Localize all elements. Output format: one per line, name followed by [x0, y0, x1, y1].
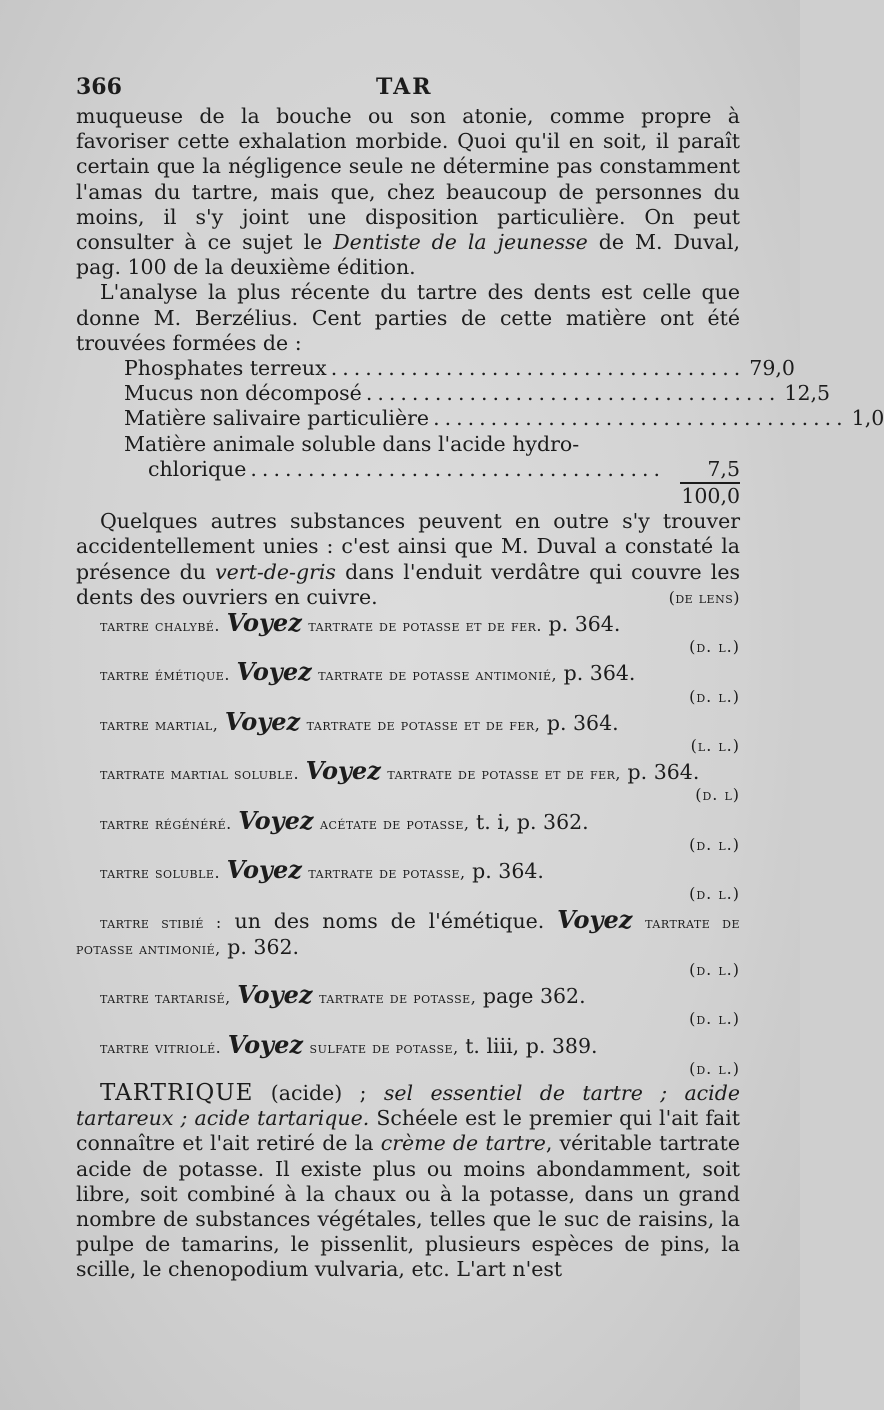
running-head: TAR [376, 74, 433, 100]
dictionary-entry: tartre stibié : un des noms de l'émétique. Voyez tartrate de potasse antimonié, p. 362. (d. l.) [76, 907, 740, 983]
book-title: Dentiste de la jeunesse [333, 230, 588, 255]
table-row: Matière animale soluble dans l'acide hydro- [124, 431, 580, 456]
table-total: 100,0 [681, 484, 740, 509]
entry-signature: (d. l.) [689, 884, 740, 904]
dictionary-entry: tartre régénéré. Voyez acétate de potasse, t. i, p. 362. (d. l.) [76, 808, 740, 857]
paragraph-3: Quelques autres substances peuvent en outre s'y trouver accidentellement unies : c'est ainsi que M. Duval a constaté la présence du vert-de-gris dans l'enduit verdâtre qui couvre les dents des ouvriers en cuivre. (de lens) [76, 509, 740, 609]
body-text [76, 104, 884, 1283]
author-signature: (de lens) [668, 587, 740, 607]
entry-signature: (d. l.) [689, 686, 740, 706]
dictionary-entry: tartre chalybé. Voyez tartrate de potasse et de fer. p. 364. (d. l.) [76, 610, 740, 659]
page-header [76, 74, 740, 106]
entry-signature: (d. l.) [689, 637, 740, 657]
composition-table [76, 356, 884, 509]
dictionary-entry: tartre vitriolé. Voyez sulfate de potasse, t. liii, p. 389. (d. l.) [76, 1032, 740, 1081]
entry-signature: (d. l.) [689, 834, 740, 854]
entry-signature: (d. l.) [689, 1058, 740, 1078]
entry-headword: TARTRIQUE [100, 1079, 254, 1106]
tartrique-entry: TARTRIQUE (acide) ; sel essentiel de tartre ; acide tartareux ; acide tartarique. Schéele est le premier qui l'ait fait connaître et l'ait retiré de la crème de tartre, véritable tartrate acide de potasse. Il existe plus ou moins abondamment, soit libre, soit combiné à la chaux ou à la potasse, dans un grand nombre de substances végétales, telles que le suc de raisins, la pulpe de tamarins, le pissenlit, plusieurs espèces de pins, la scille, le chenopodium vulvaria, etc. L'art n'est [76, 1079, 740, 1282]
page-number: 366 [76, 74, 122, 100]
entry-signature: (l. l.) [690, 736, 740, 756]
dictionary-entry: tartre émétique. Voyez tartrate de potasse antimonié, p. 364. (d. l.) [76, 659, 740, 708]
table-row: Matière salivaire particulière .................................... 1,0 [124, 406, 884, 431]
table-row: chlorique .................................... 7,5 [76, 457, 740, 484]
entry-signature: (d. l.) [689, 1009, 740, 1029]
dictionary-entry: tartre soluble. Voyez tartrate de potasse, p. 364. (d. l.) [76, 857, 740, 906]
paragraph-1: muqueuse de la bouche ou son atonie, comme propre à favoriser cette exhalation morbide. Quoi qu'il en soit, il paraît certain que la négligence seule ne détermine pas constamment l'amas du tartre, mais que, chez beaucoup de personnes du moins, il s'y joint une disposition particulière. On peut consulter à ce sujet le Dentiste de la jeunesse de M. Duval, pag. 100 de la deuxième édition. [76, 104, 740, 280]
dictionary-entry: tartre martial, Voyez tartrate de potasse et de fer, p. 364. (l. l.) [76, 709, 740, 758]
table-row: Mucus non décomposé .................................... 12,5 [124, 381, 831, 406]
dictionary-entry: tartrate martial soluble. Voyez tartrate de potasse et de fer, p. 364. (d. l) [76, 758, 740, 807]
entry-signature: (d. l.) [689, 959, 740, 979]
entry-signature: (d. l) [695, 785, 740, 805]
dictionary-entry: tartre tartarisé, Voyez tartrate de potasse, page 362. (d. l.) [76, 982, 740, 1031]
paragraph-2: L'analyse la plus récente du tartre des dents est celle que donne M. Berzélius. Cent parties de cette matière ont été trouvées formées de : [76, 280, 740, 355]
table-row: Phosphates terreux .................................... 79,0 [124, 356, 795, 381]
